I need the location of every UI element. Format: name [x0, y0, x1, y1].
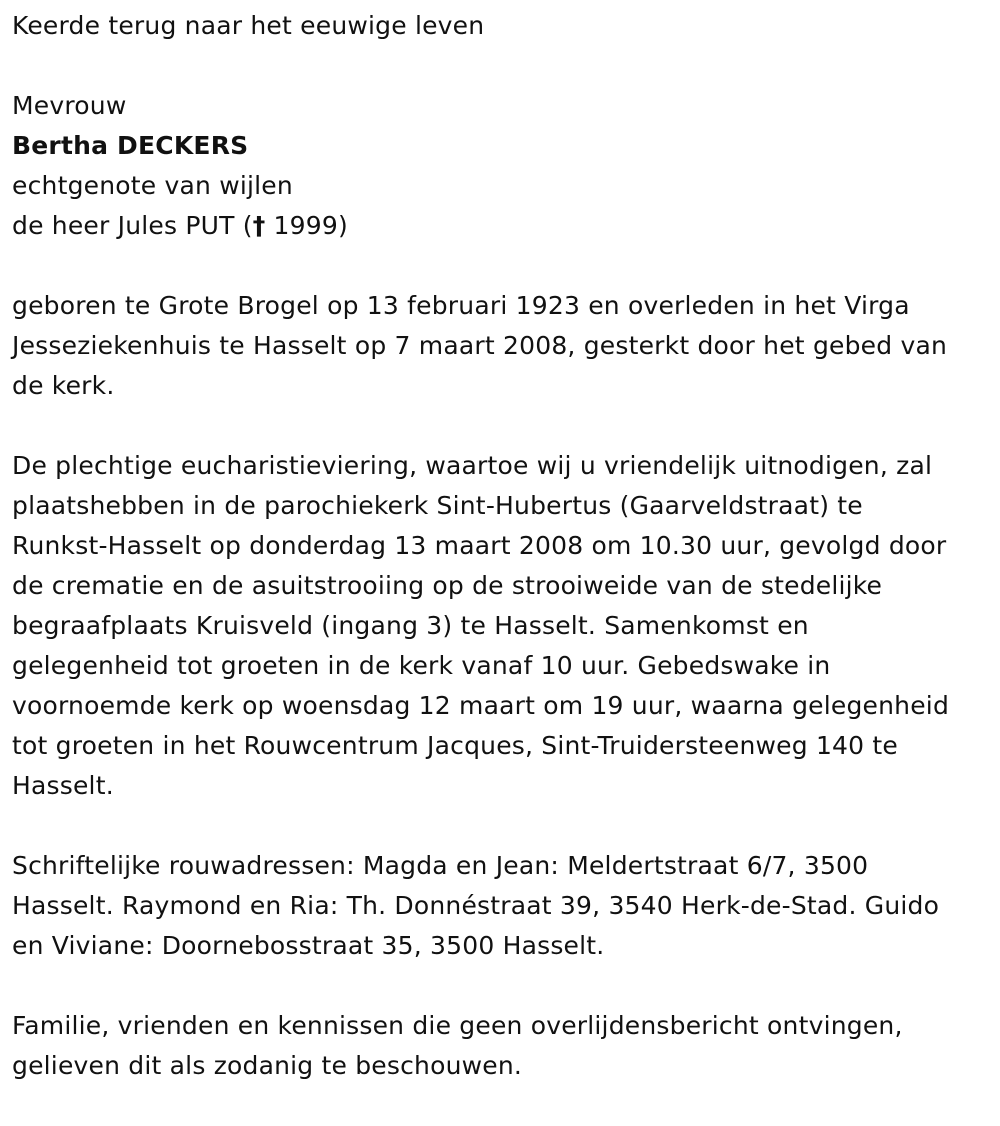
addresses-paragraph	[12, 846, 987, 966]
paragraph-line: begraafplaats Kruisveld (ingang 3) te Hasselt. Samenkomst en	[12, 611, 809, 640]
paragraph-line: geboren te Grote Brogel op 13 februari 1923 en overleden in het Virga	[12, 291, 910, 320]
paragraph-line: de crematie en de asuitstrooiing op de strooiweide van de stedelijke	[12, 571, 883, 600]
paragraph-line: Familie, vrienden en kennissen die geen overlijdensbericht ontvingen,	[12, 1011, 903, 1040]
paragraph-line: de kerk.	[12, 371, 115, 400]
paragraph-line: plaatshebben in de parochiekerk Sint-Hubertus (Gaarveldstraat) te	[12, 491, 863, 520]
honorific: Mevrouw	[12, 91, 127, 120]
spacer	[12, 406, 987, 446]
spouse-line	[12, 206, 987, 246]
relation-text: echtgenote van wijlen	[12, 171, 293, 200]
paragraph-line: Schriftelijke rouwadressen: Magda en Jean: Meldertstraat 6/7, 3500	[12, 851, 869, 880]
ceremony-paragraph	[12, 446, 987, 806]
cross-icon: †	[252, 211, 266, 240]
spacer	[12, 806, 987, 846]
spouse-name: de heer Jules PUT (	[12, 211, 253, 240]
paragraph-line: tot groeten in het Rouwcentrum Jacques, Sint-Truidersteenweg 140 te	[12, 731, 898, 760]
paragraph-line: Jesseziekenhuis te Hasselt op 7 maart 2008, gesterkt door het gebed van	[12, 331, 948, 360]
paragraph-line: Hasselt. Raymond en Ria: Th. Donnéstraat 39, 3540 Herk-de-Stad. Guido	[12, 891, 940, 920]
spacer	[12, 46, 987, 86]
paragraph-line: gelegenheid tot groeten in de kerk vanaf 10 uur. Gebedswake in	[12, 651, 831, 680]
paragraph-line: gelieven dit als zodanig te beschouwen.	[12, 1051, 523, 1080]
closing-paragraph	[12, 1006, 987, 1086]
paragraph-line: Hasselt.	[12, 771, 114, 800]
intro-text: Keerde terug naar het eeuwige leven	[12, 11, 485, 40]
obituary-notice	[12, 6, 987, 1086]
spacer	[12, 966, 987, 1006]
spouse-death-year: 1999)	[265, 211, 348, 240]
spacer	[12, 246, 987, 286]
deceased-name: Bertha DECKERS	[12, 131, 249, 160]
paragraph-line: voornoemde kerk op woensdag 12 maart om 19 uur, waarna gelegenheid	[12, 691, 950, 720]
birth-death-paragraph	[12, 286, 987, 406]
paragraph-line: en Viviane: Doornebosstraat 35, 3500 Hasselt.	[12, 931, 605, 960]
paragraph-line: De plechtige eucharistieviering, waartoe wij u vriendelijk uitnodigen, zal	[12, 451, 933, 480]
paragraph-line: Runkst-Hasselt op donderdag 13 maart 2008 om 10.30 uur, gevolgd door	[12, 531, 947, 560]
